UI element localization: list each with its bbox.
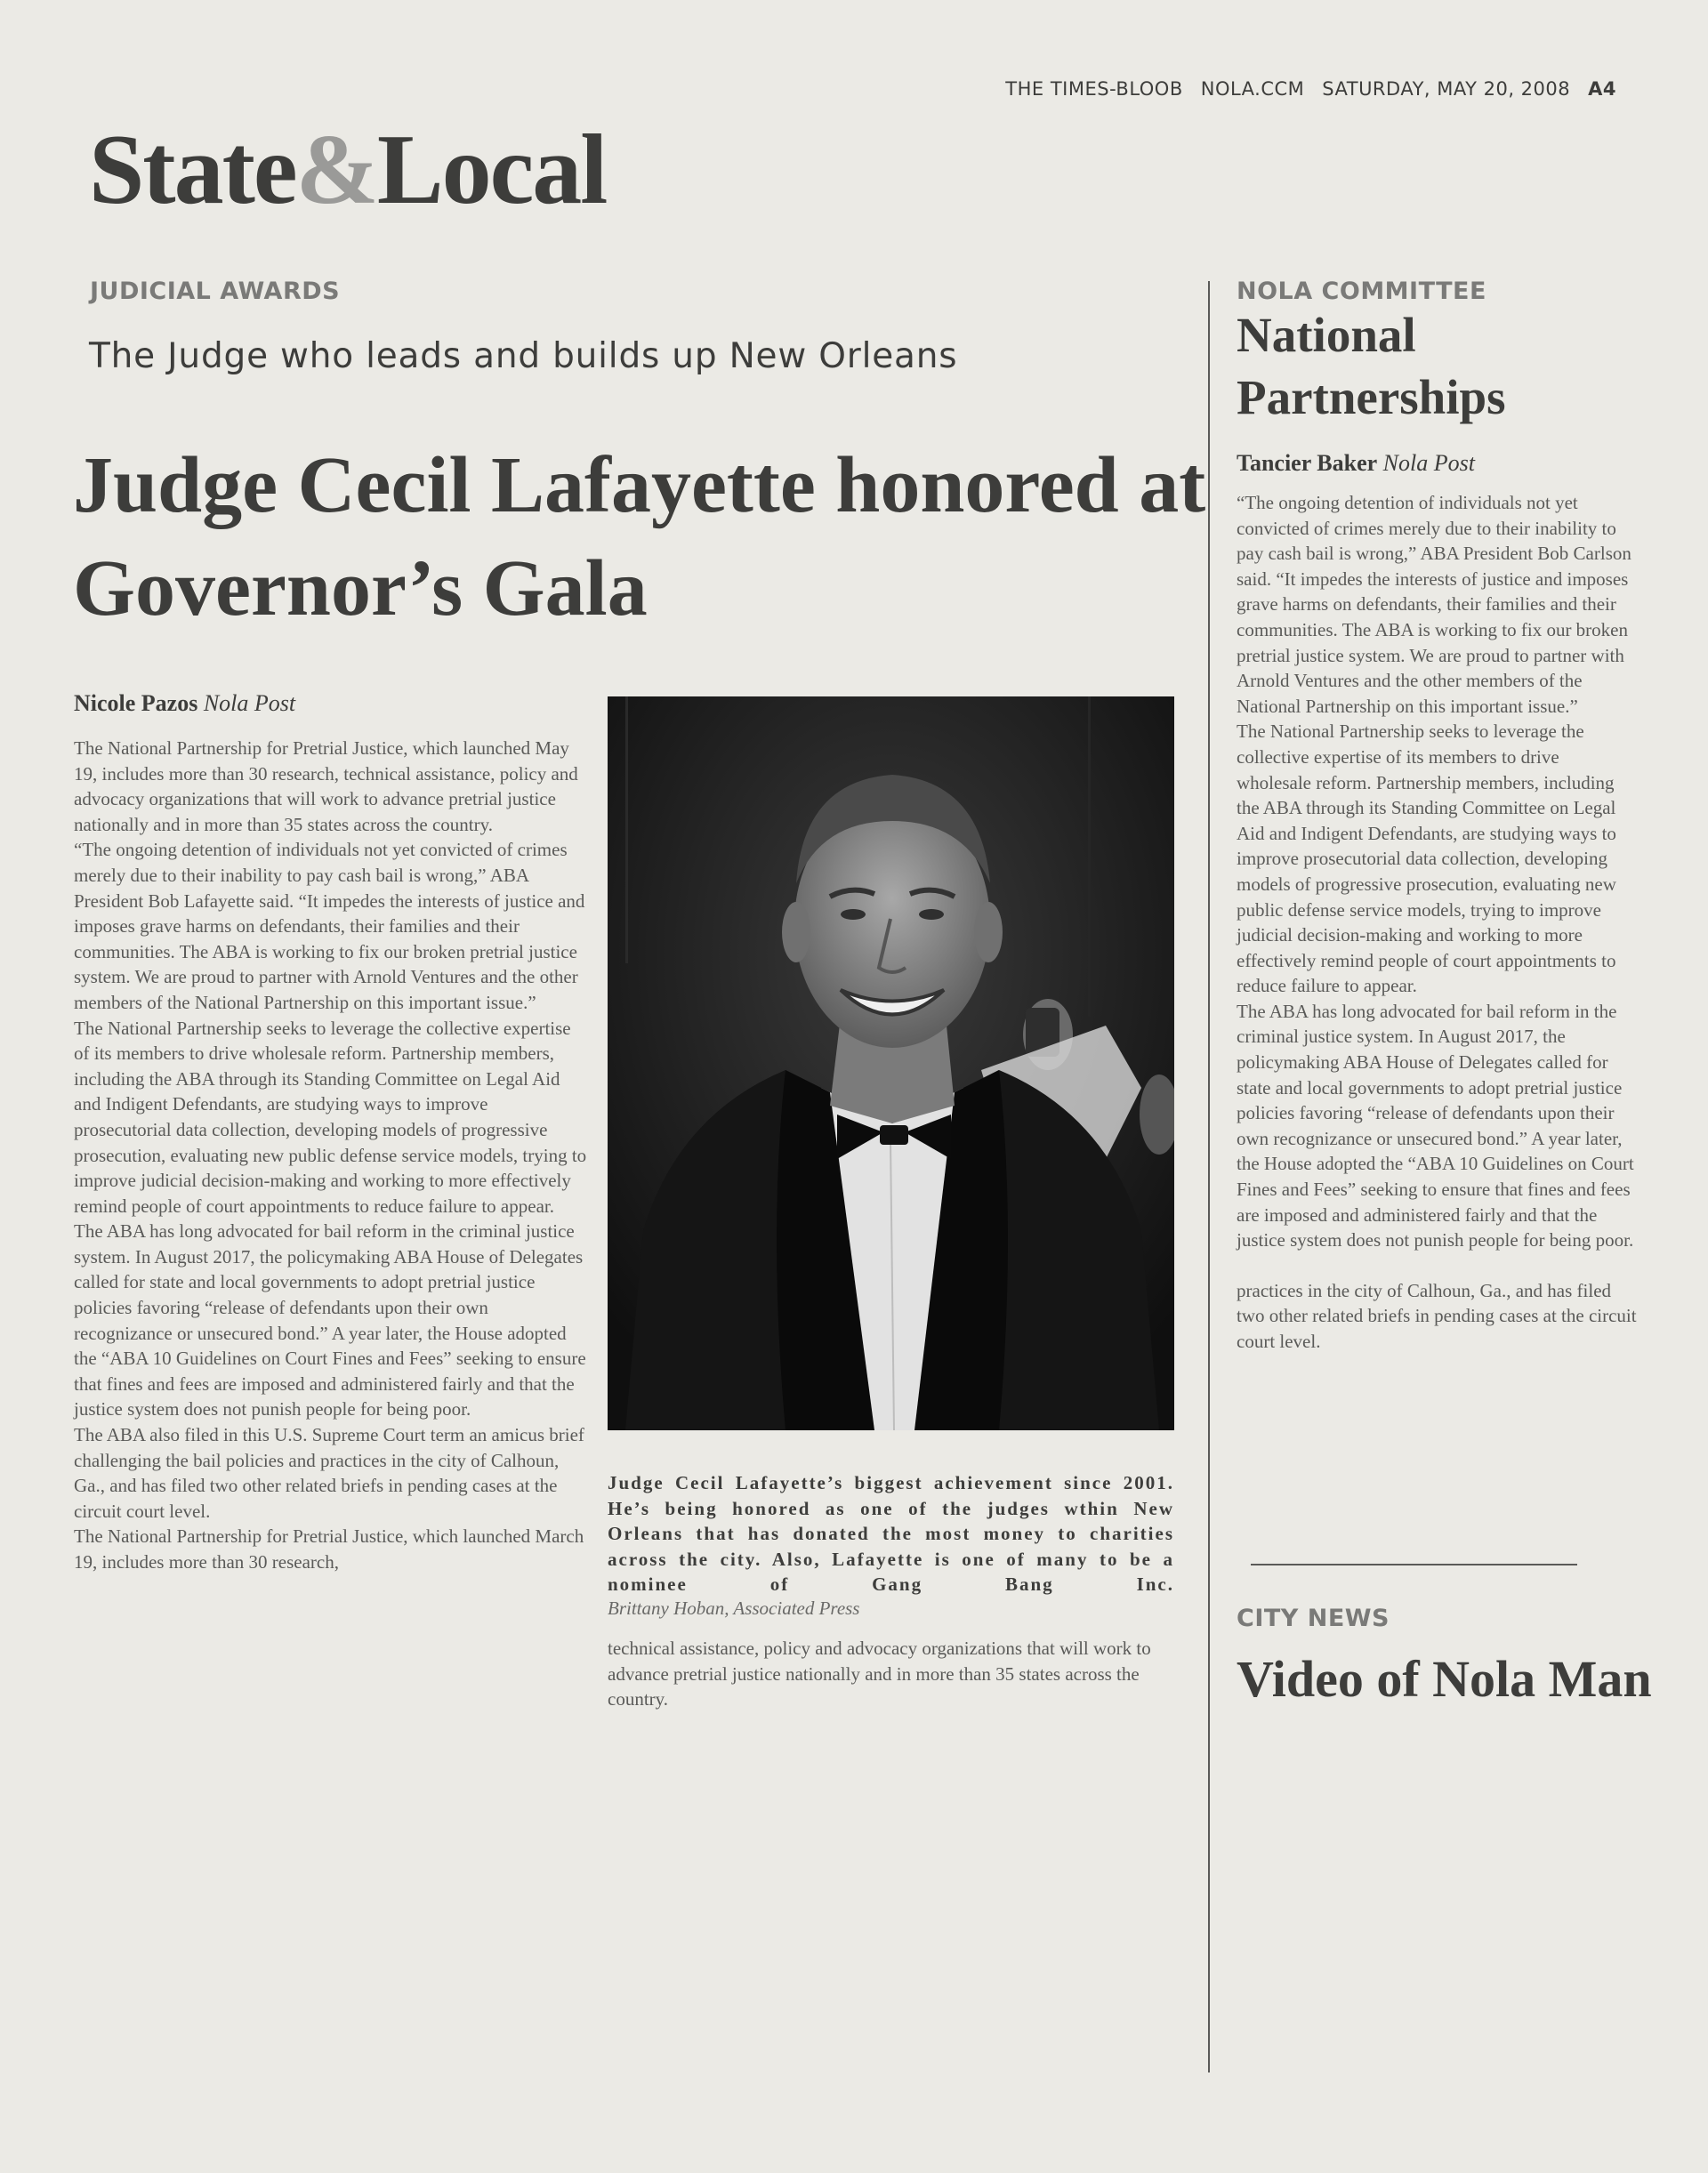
city-news-kicker: CITY NEWS bbox=[1237, 1605, 1390, 1632]
article-paragraph: The National Partnership seeks to leverage the collective expertise of its members to drive wholesale reform. Partnership members, including the ABA through its Standing Committee on Legal Aid and Indigent Defendants, are studying ways to improve prosecutorial data collection, developing models of progressive prosecution, evaluating new public defense service models, trying to improve judicial decision-making and working to more effectively remind people of court appointments to reduce failure to appear. bbox=[74, 1017, 587, 1217]
byline-author: Nicole Pazos bbox=[74, 690, 198, 716]
byline-outlet: Nola Post bbox=[1382, 450, 1475, 476]
article-photo bbox=[608, 696, 1174, 1430]
section-title-left: State bbox=[89, 115, 296, 225]
paper-name: THE TIMES-BLOOB bbox=[1005, 78, 1183, 100]
article-kicker: JUDICIAL AWARDS bbox=[90, 278, 341, 305]
issue-date: SATURDAY, MAY 20, 2008 bbox=[1322, 78, 1571, 100]
judge-portrait-image bbox=[608, 696, 1174, 1430]
section-title-right: Local bbox=[376, 115, 607, 225]
masthead bbox=[1005, 78, 1616, 100]
sidebar-paragraph: “The ongoing detention of individuals not yet convicted of crimes merely due to their inability to pay cash bail is wrong,” ABA President Bob Carlson said. “It impedes the interests of justice and imposes grave harms on defendants, their families and their communities. The ABA is working to fix our broken pretrial justice system. We are proud to partner with Arnold Ventures and the other members of the National Partnership on this important issue.” bbox=[1237, 492, 1631, 717]
photo-credit: Brittany Hoban, Associated Press bbox=[608, 1598, 860, 1619]
article-paragraph: The National Partnership for Pretrial Justice, which launched May 19, includes more than 30 research, technical assistance, policy and advocacy organizations that will work to advance pretrial justice nationally and in more than 35 states across the country. bbox=[74, 737, 578, 835]
article-headline: Judge Cecil Lafayette honored at Governor’s Gala bbox=[73, 441, 1206, 632]
section-title bbox=[89, 115, 607, 225]
article-paragraph: The ABA also filed in this U.S. Supreme Court term an amicus brief challenging the bail policies and practices in the city of Calhoun, Ga., and has filed two other related briefs in pending cases at the circuit court level. bbox=[74, 1424, 584, 1522]
sidebar-kicker: NOLA COMMITTEE bbox=[1237, 278, 1486, 305]
article-paragraph: The National Partnership for Pretrial Justice, which launched March 19, includes more than 30 research, bbox=[74, 1525, 584, 1573]
city-news-headline[interactable]: Video of Nola Man bbox=[1237, 1650, 1652, 1708]
sidebar-paragraph: practices in the city of Calhoun, Ga., and has filed two other related briefs in pending cases at the circuit court level. bbox=[1237, 1279, 1637, 1352]
sidebar-heading: National Partnerships bbox=[1237, 308, 1506, 424]
article-paragraph: technical assistance, policy and advocacy organizations that will work to advance pretrial justice nationally and in more than 35 states across the country. bbox=[608, 1638, 1151, 1710]
article-continuation bbox=[608, 1636, 1174, 1712]
article-paragraph: The ABA has long advocated for bail reform in the criminal justice system. In August 2017, the policymaking ABA House of Delegates called for state and local governments to adopt pretrial justice policies favoring “release of defendants upon their own recognizance or unsecured bond.” A year later, the House adopted the “ABA 10 Guidelines on Court Fines and Fees” seeking to ensure that fines and fees are imposed and administered fairly and that the justice system does not punish people for being poor. bbox=[74, 1220, 586, 1420]
byline-outlet: Nola Post bbox=[203, 690, 296, 716]
sidebar-divider bbox=[1251, 1564, 1577, 1565]
section-title-ampersand: & bbox=[295, 115, 377, 225]
photo-caption: Judge Cecil Lafayette’s biggest achievement since 2001. He’s being honored as one of the judges wthin New Orleans that has donated the most money to charities across the city. Also, Lafayette is one of many to be a nominee of Gang Bang Inc. bbox=[608, 1472, 1174, 1595]
sidebar-body bbox=[1237, 490, 1637, 1355]
article-body bbox=[74, 736, 590, 1575]
sidebar-rule bbox=[1208, 281, 1210, 2072]
sidebar-byline bbox=[1237, 450, 1475, 477]
sidebar-paragraph: The ABA has long advocated for bail reform in the criminal justice system. In August 2017, the policymaking ABA House of Delegates called for state and local governments to adopt pretrial justice policies favoring “release of defendants upon their own recognizance or unsecured bond.” A year later, the House adopted the “ABA 10 Guidelines on Court Fines and Fees” seeking to ensure that fines and fees are imposed and administered fairly and that the justice system does not punish people for being poor. bbox=[1237, 1000, 1634, 1251]
website: NOLA.CCM bbox=[1200, 78, 1305, 100]
article-paragraph: “The ongoing detention of individuals not yet convicted of crimes merely due to their inability to pay cash bail is wrong,” ABA President Bob Lafayette said. “It impedes the interests of justice and imposes grave harms on defendants, their families and their communities. The ABA is working to fix our broken pretrial justice system. We are proud to partner with Arnold Ventures and the other members of the National Partnership on this important issue.” bbox=[74, 839, 585, 1013]
sidebar-paragraph: The National Partnership seeks to leverage the collective expertise of its members to drive wholesale reform. Partnership members, including the ABA through its Standing Committee on Legal Aid and Indigent Defendants, are studying ways to improve prosecutorial data collection, developing models of progressive prosecution, evaluating new public defense service models, trying to improve judicial decision-making and working to more effectively remind people of court appointments to reduce failure to appear. bbox=[1237, 720, 1616, 997]
article-byline bbox=[74, 690, 295, 717]
article-deck: The Judge who leads and builds up New Orleans bbox=[89, 336, 958, 376]
page-number: A4 bbox=[1588, 78, 1616, 100]
byline-author: Tancier Baker bbox=[1237, 450, 1378, 476]
